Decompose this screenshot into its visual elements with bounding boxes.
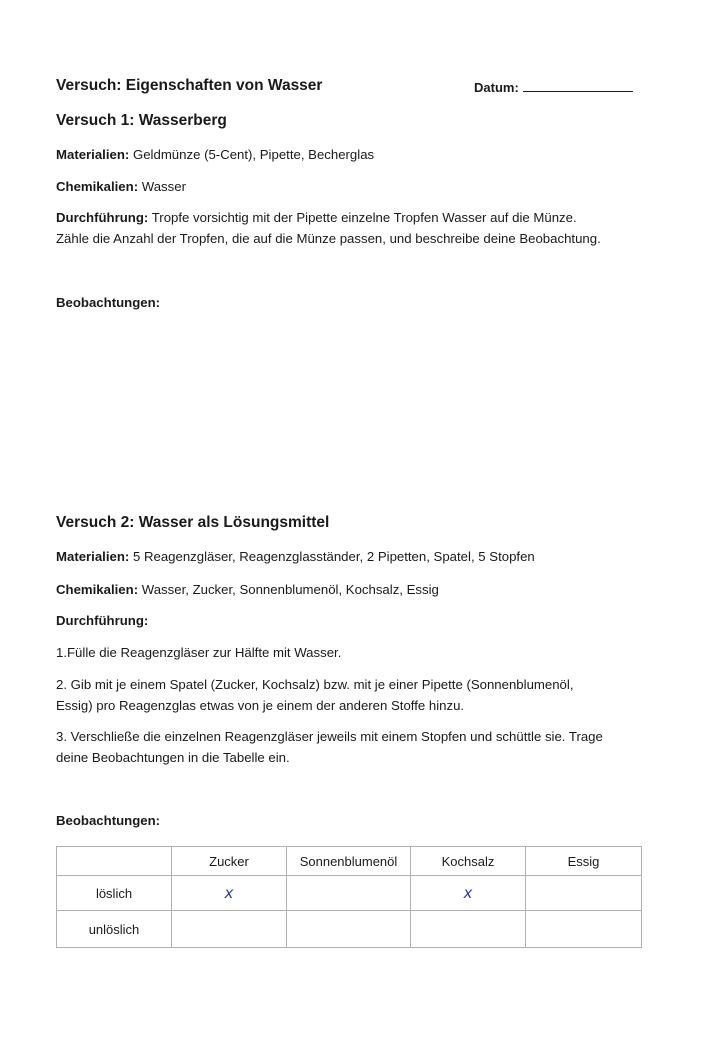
table-header-empty — [57, 847, 172, 876]
row-label-unloeslich: unlöslich — [57, 911, 172, 948]
cell-unloeslich-kochsalz[interactable] — [411, 911, 526, 948]
exp1-chemicals-text: Wasser — [141, 179, 186, 194]
exp2-step3-line1: 3. Verschließe die einzelnen Reagenzgläser jeweils mit einem Stopfen und schüttle sie. Trage — [56, 729, 603, 744]
exp1-procedure — [56, 207, 676, 249]
exp1-materials-text: Geldmünze (5-Cent), Pipette, Becherglas — [132, 147, 375, 162]
exp1-materials-label: Materialien: — [56, 147, 130, 162]
table-header-zucker: Zucker — [172, 847, 287, 876]
exp2-title: Versuch 2: Wasser als Lösungsmittel — [56, 514, 330, 531]
exp2-materials — [56, 546, 535, 567]
datum-label: Datum: — [474, 80, 519, 95]
exp2-chemicals-label: Chemikalien: — [56, 582, 139, 597]
exp2-observations-label: Beobachtungen: — [56, 813, 161, 828]
exp1-procedure-line1: Tropfe vorsichtig mit der Pipette einzelne Tropfen Wasser auf die Münze. — [151, 210, 577, 225]
exp2-chemicals — [56, 579, 439, 600]
table-header-essig: Essig — [526, 847, 642, 876]
exp1-observations-label: Beobachtungen: — [56, 295, 161, 310]
exp2-chemicals-text: Wasser, Zucker, Sonnenblumenöl, Kochsalz, Essig — [141, 582, 439, 597]
exp2-step2-line2: Essig) pro Reagenzglas etwas von je einem der anderen Stoffe hinzu. — [56, 698, 465, 713]
exp2-step3 — [56, 726, 676, 768]
exp2-step1: 1.Fülle die Reagenzgläser zur Hälfte mit Wasser. — [56, 645, 342, 660]
exp2-materials-label: Materialien: — [56, 549, 130, 564]
datum-field[interactable] — [474, 79, 633, 95]
exp1-chemicals-label: Chemikalien: — [56, 179, 139, 194]
exp2-procedure-label: Durchführung: — [56, 613, 149, 628]
cell-unloeslich-essig[interactable] — [526, 911, 642, 948]
observation-table — [56, 846, 642, 948]
exp1-materials — [56, 144, 374, 165]
table-row — [57, 911, 642, 948]
cell-loeslich-essig[interactable] — [526, 876, 642, 911]
exp1-title: Versuch 1: Wasserberg — [56, 112, 227, 129]
table-header-kochsalz: Kochsalz — [411, 847, 526, 876]
exp2-step3-line2: deine Beobachtungen in die Tabelle ein. — [56, 750, 290, 765]
row-label-loeslich: löslich — [57, 876, 172, 911]
exp2-step2 — [56, 674, 676, 716]
cell-unloeslich-sonnenblumenoel[interactable] — [287, 911, 411, 948]
table-header-sonnenblumenoel: Sonnenblumenöl — [287, 847, 411, 876]
page-title: Versuch: Eigenschaften von Wasser — [56, 77, 323, 94]
cell-unloeslich-zucker[interactable] — [172, 911, 287, 948]
exp1-procedure-line2: Zähle die Anzahl der Tropfen, die auf die Münze passen, und beschreibe deine Beobachtung. — [56, 231, 601, 246]
exp1-chemicals — [56, 176, 186, 197]
exp2-materials-text: 5 Reagenzgläser, Reagenzglasständer, 2 Pipetten, Spatel, 5 Stopfen — [132, 549, 535, 564]
exp1-procedure-label: Durchführung: — [56, 210, 149, 225]
cell-loeslich-zucker[interactable]: x — [172, 876, 287, 911]
table-header-row — [57, 847, 642, 876]
cell-loeslich-kochsalz[interactable]: x — [411, 876, 526, 911]
exp2-step2-line1: 2. Gib mit je einem Spatel (Zucker, Kochsalz) bzw. mit je einer Pipette (Sonnenblumenöl, — [56, 677, 574, 692]
table-row — [57, 876, 642, 911]
cell-loeslich-sonnenblumenoel[interactable] — [287, 876, 411, 911]
datum-blank-line[interactable] — [523, 79, 633, 92]
